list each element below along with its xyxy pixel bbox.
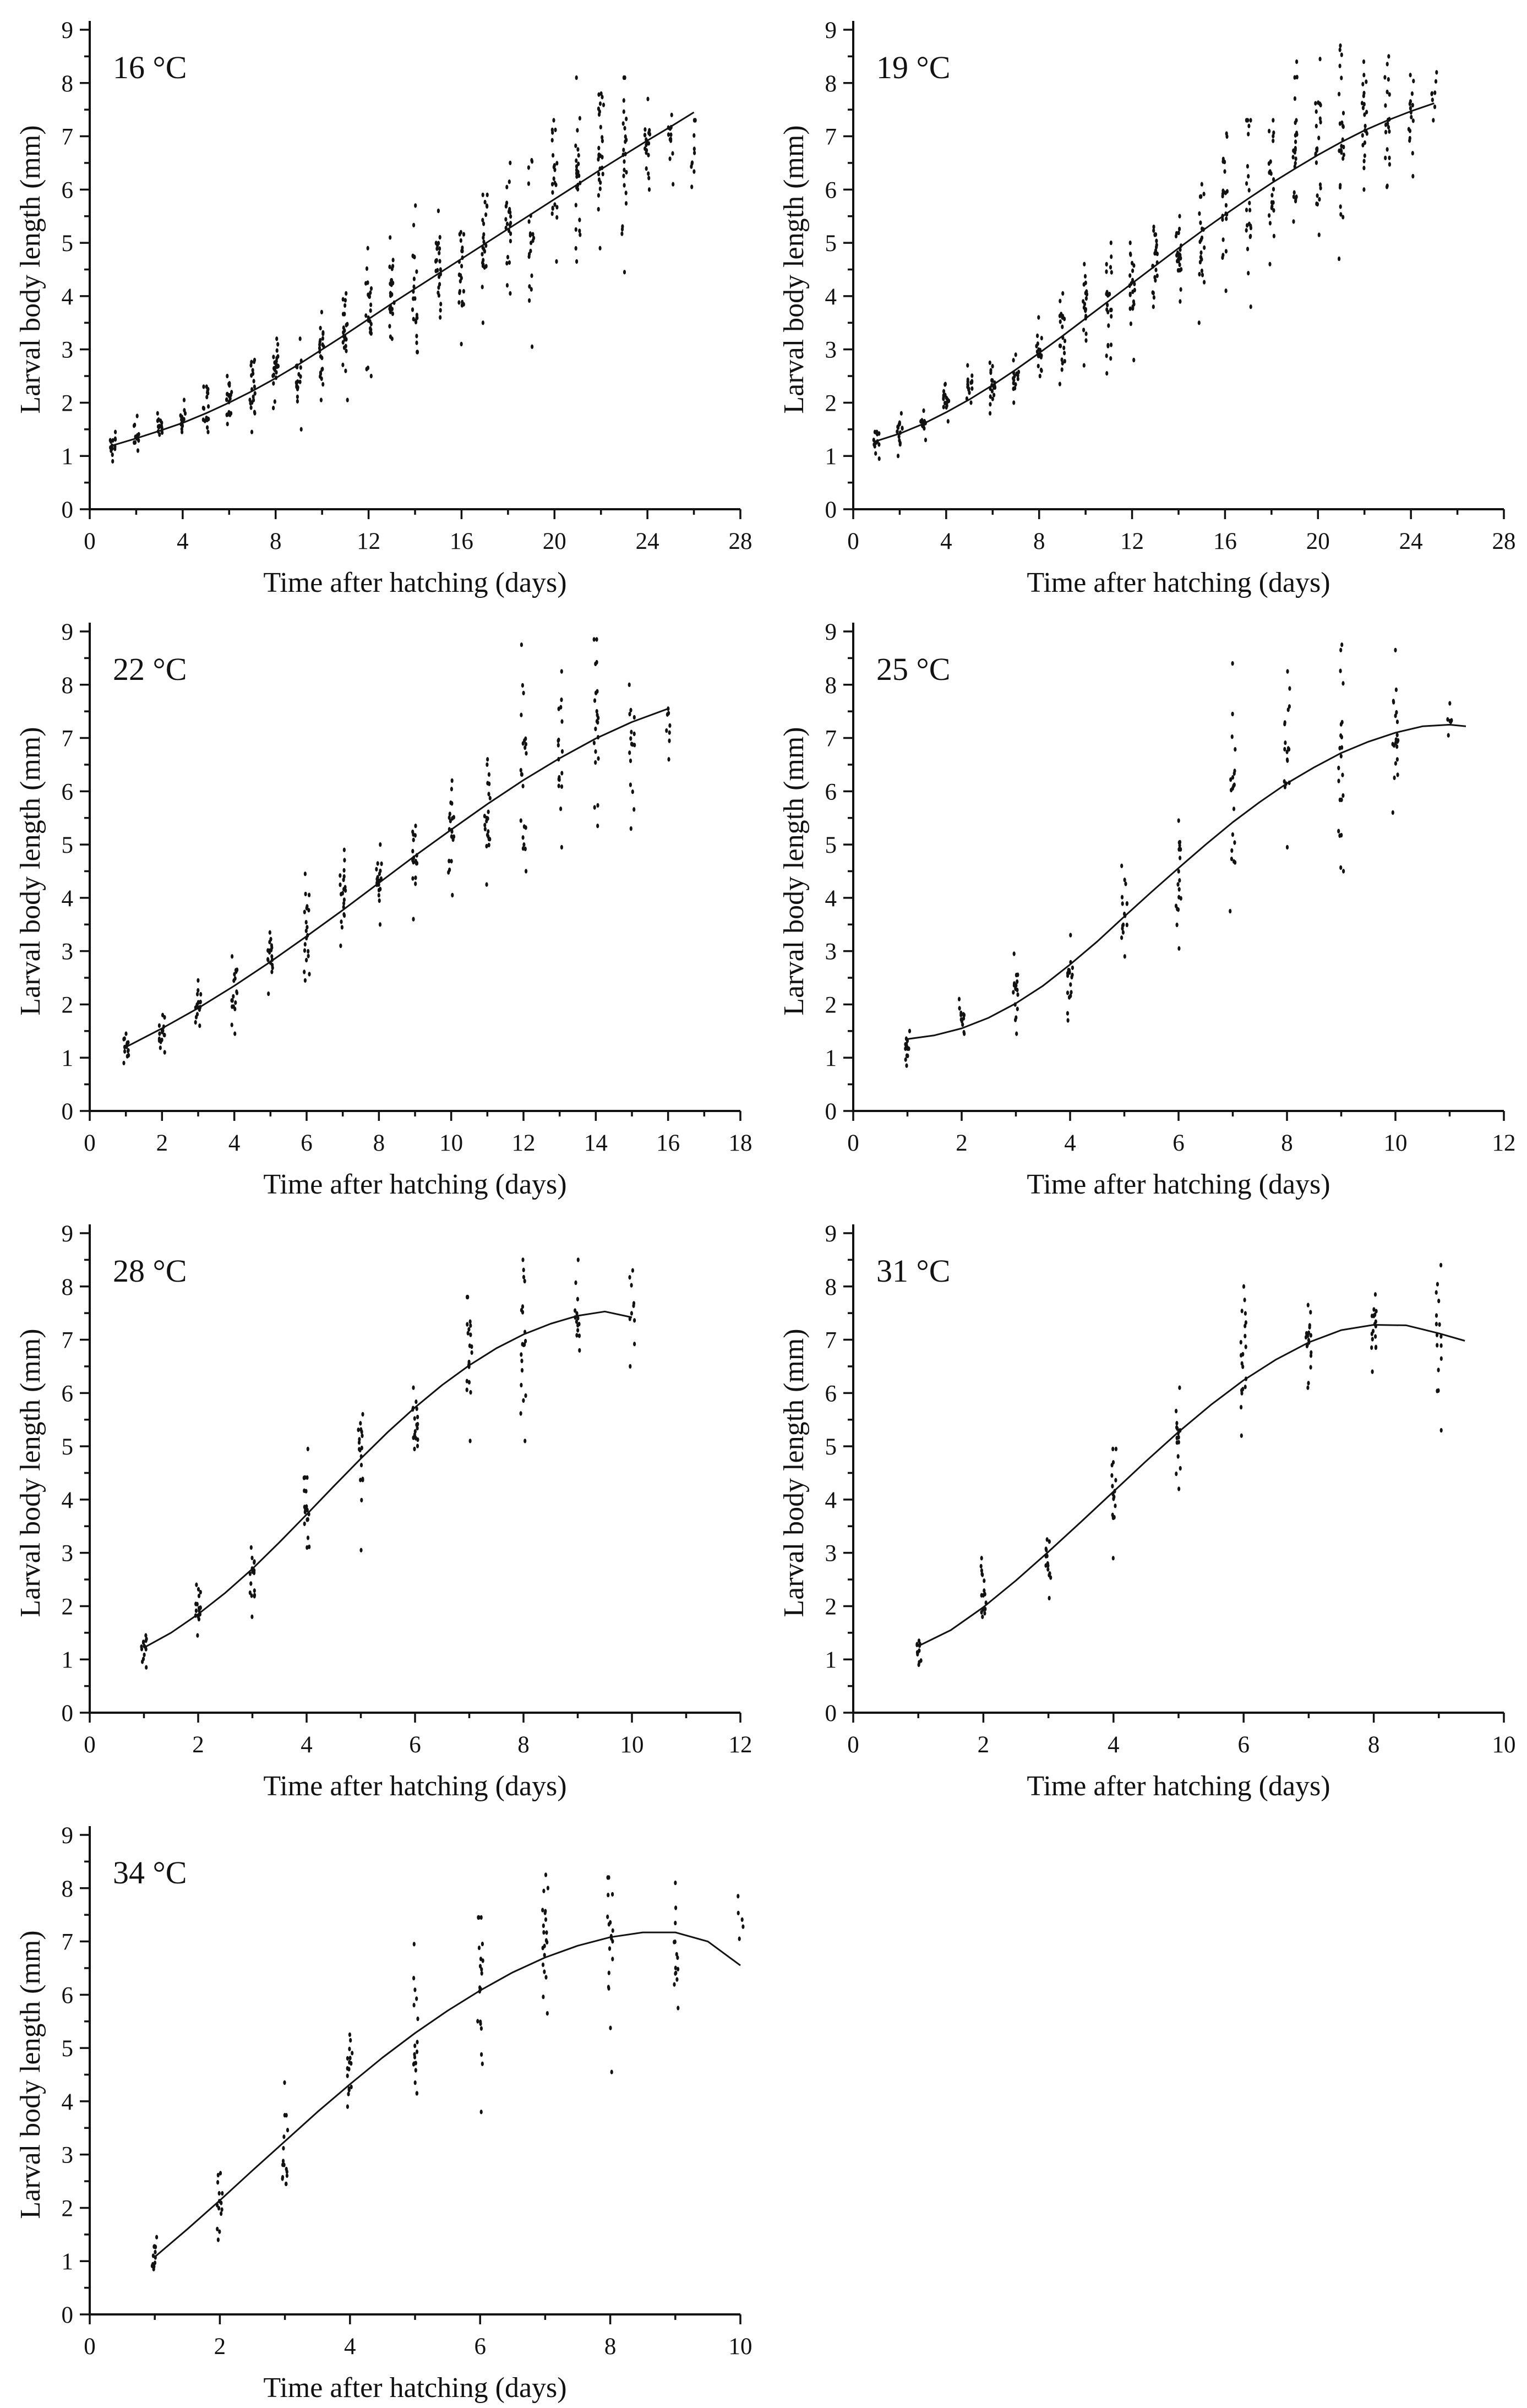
svg-text:12: 12 [1492,1130,1516,1156]
svg-text:4: 4 [61,1487,73,1513]
svg-text:3: 3 [825,1540,837,1567]
svg-text:0: 0 [84,2334,96,2360]
svg-text:4: 4 [1064,1130,1076,1156]
x-axis-title: Time after hatching (days) [1027,567,1330,598]
empty-cell [764,1805,1527,2407]
svg-text:4: 4 [301,1732,313,1758]
x-tick-labels [847,1732,1515,1758]
svg-text:8: 8 [825,1274,837,1300]
svg-text:5: 5 [825,231,837,257]
chart-19c [764,0,1527,602]
x-axis-title: Time after hatching (days) [263,1169,567,1200]
svg-text:2: 2 [61,992,73,1018]
svg-text:5: 5 [61,231,73,257]
axes [90,1224,740,1714]
svg-text:2: 2 [156,1130,168,1156]
svg-text:0: 0 [825,1701,837,1726]
svg-text:28: 28 [1492,529,1516,554]
svg-text:2: 2 [61,1594,73,1620]
panel-16c [0,0,764,602]
scatter-points [904,642,1453,1068]
svg-text:2: 2 [192,1732,204,1758]
svg-text:4: 4 [825,1487,837,1513]
fit-curve [918,1325,1465,1647]
scatter-points [915,1263,1443,1667]
y-axis-title: Larval body length (mm) [778,1328,810,1617]
svg-text:6: 6 [474,2334,486,2360]
y-tick-labels [62,619,74,1125]
svg-text:0: 0 [84,1732,96,1758]
svg-text:16: 16 [449,529,473,554]
chart-31c [764,1203,1527,1805]
ticks [843,30,1504,519]
axes [90,21,740,510]
panel-28c [0,1203,764,1805]
temperature-label: 22 °C [113,651,187,687]
svg-text:12: 12 [1120,529,1144,554]
svg-text:12: 12 [728,1732,752,1758]
x-tick-labels [847,529,1515,554]
svg-text:6: 6 [61,779,73,805]
chart-34c [0,1805,764,2407]
svg-text:1: 1 [61,1647,73,1674]
chart-28c [0,1203,764,1805]
panel-31c [764,1203,1527,1805]
svg-text:9: 9 [825,18,837,43]
svg-text:7: 7 [825,726,837,752]
svg-text:9: 9 [61,1823,73,1849]
svg-text:28: 28 [728,529,752,554]
svg-text:0: 0 [84,1130,96,1156]
svg-text:0: 0 [61,1701,73,1726]
svg-text:9: 9 [825,619,837,645]
y-axis-title: Larval body length (mm) [15,1328,46,1617]
svg-text:5: 5 [61,832,73,859]
svg-text:9: 9 [61,1221,73,1247]
svg-text:5: 5 [61,2036,73,2062]
ticks [80,631,740,1121]
y-axis-title: Larval body length (mm) [15,1930,46,2219]
y-tick-labels [62,1221,74,1726]
temperature-label: 34 °C [113,1855,187,1891]
svg-text:0: 0 [847,1732,859,1758]
svg-text:8: 8 [1367,1732,1380,1758]
svg-text:8: 8 [604,2334,617,2360]
svg-text:8: 8 [61,70,73,97]
chart-16c [0,0,764,602]
svg-text:7: 7 [61,1929,73,1955]
svg-text:2: 2 [977,1732,990,1758]
svg-text:0: 0 [825,497,837,523]
x-tick-labels [84,1130,752,1156]
svg-text:12: 12 [357,529,381,554]
svg-text:6: 6 [61,1381,73,1407]
svg-text:9: 9 [61,18,73,43]
svg-text:6: 6 [409,1732,421,1758]
x-tick-labels [84,2334,752,2360]
svg-text:7: 7 [61,726,73,752]
svg-text:0: 0 [61,497,73,523]
svg-text:4: 4 [61,885,73,912]
y-tick-labels [62,1823,74,2328]
svg-text:3: 3 [61,1540,73,1567]
svg-text:6: 6 [1172,1130,1185,1156]
x-tick-labels [84,1732,752,1758]
svg-text:0: 0 [847,1130,859,1156]
svg-text:8: 8 [1033,529,1045,554]
scatter-points [872,43,1438,461]
svg-text:6: 6 [1237,1732,1250,1758]
svg-text:4: 4 [825,284,837,310]
svg-text:4: 4 [177,529,189,554]
axes [853,1224,1504,1714]
ticks [80,1835,740,2324]
fit-curve [908,724,1466,1039]
y-tick-labels [825,619,837,1125]
scatter-points [122,637,671,1065]
svg-text:3: 3 [825,939,837,965]
svg-text:0: 0 [825,1099,837,1125]
svg-text:16: 16 [1213,529,1237,554]
svg-text:18: 18 [728,1130,752,1156]
temperature-label: 31 °C [876,1253,951,1289]
svg-text:8: 8 [61,1876,73,1902]
svg-text:14: 14 [583,1130,608,1156]
ticks [80,30,740,519]
y-tick-labels [825,1221,837,1726]
svg-text:0: 0 [84,529,96,554]
temperature-label: 16 °C [113,50,187,85]
svg-text:24: 24 [1399,529,1423,554]
svg-text:9: 9 [61,619,73,645]
svg-text:10: 10 [1383,1130,1408,1156]
svg-text:20: 20 [542,529,566,554]
svg-text:10: 10 [439,1130,463,1156]
svg-text:1: 1 [825,1045,837,1072]
svg-text:8: 8 [269,529,282,554]
svg-text:5: 5 [825,1434,837,1461]
svg-text:4: 4 [61,284,73,310]
x-axis-title: Time after hatching (days) [263,1770,567,1802]
svg-text:6: 6 [825,779,837,805]
axes [90,623,740,1112]
svg-text:8: 8 [1281,1130,1293,1156]
svg-text:10: 10 [728,2334,752,2360]
scatter-points [109,75,697,464]
y-tick-labels [825,18,837,523]
svg-text:3: 3 [61,939,73,965]
svg-text:6: 6 [301,1130,313,1156]
panel-22c [0,602,764,1203]
svg-text:1: 1 [825,444,837,470]
svg-text:6: 6 [825,1381,837,1407]
svg-text:0: 0 [61,1099,73,1125]
svg-text:4: 4 [1108,1732,1120,1758]
temperature-label: 28 °C [113,1253,187,1289]
y-tick-labels [62,18,74,523]
svg-text:2: 2 [61,2195,73,2222]
chart-22c [0,602,764,1203]
svg-text:1: 1 [825,1647,837,1674]
svg-text:8: 8 [517,1732,530,1758]
svg-text:10: 10 [620,1732,644,1758]
svg-text:8: 8 [61,1274,73,1300]
svg-text:2: 2 [956,1130,968,1156]
temperature-label: 25 °C [876,651,951,687]
svg-text:0: 0 [61,2302,73,2328]
svg-text:4: 4 [228,1130,241,1156]
svg-text:2: 2 [825,992,837,1018]
fit-curve [876,103,1434,442]
ticks [843,1233,1504,1723]
ticks [80,1233,740,1723]
svg-text:4: 4 [61,2089,73,2115]
svg-text:12: 12 [511,1130,536,1156]
svg-text:8: 8 [373,1130,385,1156]
x-axis-title: Time after hatching (days) [1027,1770,1330,1802]
svg-text:5: 5 [61,1434,73,1461]
scatter-points [140,1257,636,1670]
panel-25c [764,602,1527,1203]
svg-text:7: 7 [825,124,837,150]
svg-text:3: 3 [61,337,73,363]
svg-text:7: 7 [61,124,73,150]
svg-text:7: 7 [61,1327,73,1354]
fit-curve [144,1311,632,1648]
svg-text:2: 2 [214,2334,226,2360]
x-tick-labels [84,529,752,554]
svg-text:1: 1 [61,1045,73,1072]
svg-text:8: 8 [825,70,837,97]
panel-19c [764,0,1527,602]
svg-text:6: 6 [61,1982,73,2009]
svg-text:5: 5 [825,832,837,859]
svg-text:24: 24 [635,529,659,554]
svg-text:8: 8 [61,672,73,699]
svg-text:1: 1 [61,2249,73,2275]
svg-text:3: 3 [61,2142,73,2169]
svg-text:20: 20 [1306,529,1330,554]
x-axis-title: Time after hatching (days) [263,2372,567,2404]
fit-curve [126,709,668,1047]
x-axis-title: Time after hatching (days) [1027,1169,1330,1200]
panel-34c [0,1805,764,2407]
svg-text:10: 10 [1492,1732,1516,1758]
temperature-label: 19 °C [876,50,951,85]
svg-text:2: 2 [825,1594,837,1620]
x-tick-labels [847,1130,1515,1156]
fit-curve [155,1932,740,2257]
svg-text:1: 1 [61,444,73,470]
svg-text:9: 9 [825,1221,837,1247]
x-axis-title: Time after hatching (days) [263,567,567,598]
y-axis-title: Larval body length (mm) [778,727,810,1016]
svg-text:16: 16 [656,1130,680,1156]
y-axis-title: Larval body length (mm) [15,125,46,414]
svg-text:2: 2 [825,390,837,417]
svg-text:8: 8 [825,672,837,699]
fit-curve [113,112,694,445]
y-axis-title: Larval body length (mm) [778,125,810,414]
svg-text:4: 4 [825,885,837,912]
svg-text:7: 7 [825,1327,837,1354]
svg-text:2: 2 [61,390,73,417]
svg-text:4: 4 [344,2334,356,2360]
svg-text:0: 0 [847,529,859,554]
chart-25c [764,602,1527,1203]
y-axis-title: Larval body length (mm) [15,727,46,1016]
svg-text:6: 6 [825,177,837,204]
svg-text:3: 3 [825,337,837,363]
ticks [843,631,1504,1121]
svg-text:4: 4 [940,529,952,554]
svg-text:6: 6 [61,177,73,204]
